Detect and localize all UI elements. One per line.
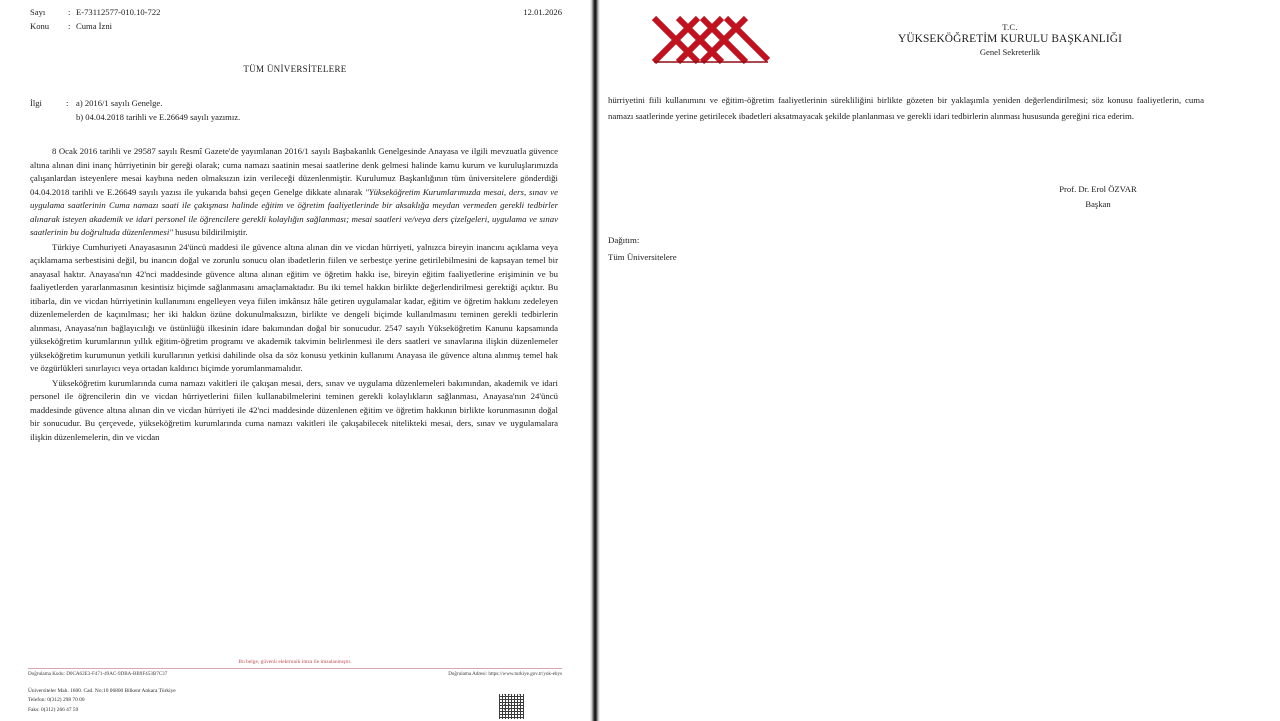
verification-address-value[interactable]: https://www.turkiye.gov.tr/yok-ebys bbox=[488, 671, 562, 677]
verification-code-label: Doğrulama Kodu: bbox=[28, 671, 65, 677]
letter-meta-header bbox=[30, 6, 562, 34]
sayi-value: E-73112577-010.10-722 bbox=[76, 7, 161, 17]
paragraph-continuation: hürriyetini fiili kullanımını ve eğitim-öğretim faaliyetlerinin sürekliliğini birlikte gözeten bir yaklaşımla yeniden değerlendirilmesi; söz konusu faaliyetlerin, cuma namazı saatlerinde yerine getirilecek ibadetleri aksatmayacak şekilde planlanması ve gerekli idari tedbirlerin alınması hususunda gereğini rica ederim. bbox=[608, 95, 1204, 121]
signatory-title: Başkan bbox=[1085, 198, 1111, 209]
sayi-label: Sayı bbox=[30, 7, 46, 17]
org-line-name: YÜKSEKÖĞRETİM KURULU BAŞKANLIĞI bbox=[898, 33, 1122, 45]
ilgi-label: İlgi bbox=[30, 98, 42, 108]
verification-code-value: D0CA62E3-F471-49AC-9DBA-BB9F453B7C37 bbox=[66, 671, 168, 677]
ilgi-row-a bbox=[30, 97, 240, 111]
org-line-unit: Genel Sekreterlik bbox=[979, 47, 1041, 57]
letterhead bbox=[600, 12, 1280, 88]
paragraph-1-lead: 8 Ocak 2016 tarihli ve 29587 sayılı Resmî Gazete'de yayımlanan 2016/1 sayılı Başbakanlık Genelgesinde Anayasa ve ilgili mevzuatla güvence altına alınan dini inanç hürriyetinin bir gereği olarak; cuma namazı saatinin mesai saatlerine denk gelmesi halinde kamu kurum ve kuruluşlarımızda çalışanlardan isteyenlere mesai kaybına neden olmaksızın izin verileceği düzenlenmiştir. Kurulumuz Başkanlığının tüm üniversitelere gönderdiği 04.04.2018 tarihli ve E.26649 sayılı yazısı ile yukarıda bahsi geçen Genelge dikkate alınarak bbox=[30, 146, 558, 197]
ilgi-colon: : bbox=[66, 98, 69, 108]
paragraph-2: Türkiye Cumhuriyeti Anayasasının 24'üncü maddesi ile güvence altına alınan din ve vicdan hürriyeti, yalnızca bireyin inancını açıklama veya açıklamama serbestisini değil, bu inancın doğal ve zorunlu sonucu olan ibadetlerin fiilen ve serbestçe yerine getirilebilmesini de kapsayan temel bir anayasal haktır. Anayasa'nın 42'nci maddesinde güvence altına alınan eğitim ve öğretim hakkı ise, bireyin eğitim faaliyetlerine erişiminin ve bu faaliyetlerden yararlanmasının kesintisiz biçimde sağlanmasını amaçlamaktadır. Bu iki temel hakkın birlikte değerlendirilmesi gerektiği açıktır. Bu itibarla, din ve vicdan hürriyetinin kullanımını engelleyen veya fiilen imkânsız hâle getiren uygulamalar kadar, eğitim ve öğretim hakkını zedeleyen düzenlemelerden de kaçınılması; her iki hakkın özüne dokunulmaksızın, birlikte ve dengeli biçimde kullanılmasını teminen gerekli tedbirlerin alınması, Anayasa'nın bağlayıcılığı ve üstünlüğü ilkesinin idare bakımından doğal bir sonucudur. 2547 sayılı Yükseköğretim Kanunu kapsamında yükseköğretim kurumlarının yıllık eğitim-öğretim programı ve akademik takvimin belirlenmesi ile ders saatleri ve sınavlarına ilişkin düzenlemeler yükseköğretim kurumunun yetkili kurullarının yetkisi dahilinde olsa da söz konusu yetkinin kullanımı Anayasa ile güvence altına alınmış temel hak ve özgürlükleri sınırlayıcı veya ortadan kaldırıcı biçimde yorumlanmamalıdır. bbox=[30, 241, 558, 374]
contact-fax: Faks: 0(312) 266 47 59 bbox=[28, 706, 79, 713]
konu-label: Konu bbox=[30, 20, 50, 31]
distribution-block bbox=[608, 232, 677, 265]
sayi-colon: : bbox=[68, 7, 71, 17]
verification-address-label: Doğrulama Adresi: bbox=[448, 671, 488, 677]
distribution-value: Tüm Üniversitelere bbox=[608, 251, 677, 262]
meta-row-sayi bbox=[30, 6, 562, 20]
recipient-heading: TÜM ÜNİVERSİTELERE bbox=[243, 64, 347, 74]
page-left bbox=[0, 0, 590, 721]
paragraph-1 bbox=[30, 145, 558, 240]
yok-logo-icon bbox=[652, 16, 770, 70]
paragraph-1-quote: "Yükseköğretim Kurumlarımızda mesai, ders, sınav ve uygulama saatlerinin Cuma namazı saati ile çakışması halinde eğitim ve öğretim faaliyetlerinde bir aksaklığa meydan vermeden gerekli tedbirler alınarak isteyen akademik ve idari personel ile öğrencilere gerekli kolaylığın sağlanması; mesai saatleri ve/veya ders çizelgeleri, uygulama ve sınav saatlerinin bu doğrultuda düzenlenmesi" bbox=[30, 186, 559, 238]
ilgi-item-a: a) 2016/1 sayılı Genelge. bbox=[76, 98, 163, 108]
meta-row-konu bbox=[30, 20, 562, 34]
verification-code bbox=[28, 671, 167, 677]
page-divider bbox=[590, 0, 600, 721]
verification-address bbox=[448, 671, 562, 677]
footer-contact-info bbox=[28, 687, 176, 715]
paragraph-3: Yükseköğretim kurumlarında cuma namazı vakitleri ile çakışan mesai, ders, sınav ve uygulama düzenlemeleri bakımından, akademik ve idari personel ile öğrencilerin din ve vicdan hürriyetlerini fiilen kullanabilmelerini teminen gerekli kolaylıkların sağlanması, Anayasa'nın 24'üncü maddesinde güvence altına alınan din ve vicdan hürriyeti ile 42'nci maddesinde düzenlenen eğitim ve öğretim hakkının birlikte korunmasının doğal bir sonucudur. Bu çerçevede, yükseköğretim kurumlarında cuma namazı vakitleri ile çakışabilecek nitelikteki mesai, ders, sınav ve uygulamalara ilişkin düzenlemelerin, din ve vicdan bbox=[30, 377, 558, 442]
paragraph-1-tail: hususu bildirilmiştir. bbox=[172, 227, 248, 238]
letter-date: 12.01.2026 bbox=[523, 7, 562, 17]
qr-code-icon bbox=[499, 694, 524, 719]
konu-value: Cuma İzni bbox=[76, 20, 113, 31]
signatory-name: Prof. Dr. Erol ÖZVAR bbox=[1059, 184, 1137, 194]
letter-body-left bbox=[30, 145, 558, 445]
footer-verification bbox=[28, 671, 562, 677]
organization-title bbox=[785, 22, 1235, 57]
konu-colon: : bbox=[68, 20, 71, 31]
org-line-tc: T.C. bbox=[1002, 22, 1018, 32]
page-right bbox=[600, 0, 1280, 721]
footer-divider bbox=[28, 668, 562, 669]
contact-phone: Telefon: 0(312) 298 70 00 bbox=[28, 697, 85, 704]
signature-block bbox=[940, 182, 1256, 212]
ilgi-item-b: b) 04.04.2018 tarihli ve E.26649 sayılı yazımız. bbox=[76, 111, 241, 122]
distribution-label: Dağıtım: bbox=[608, 235, 640, 245]
footer-esignature-note: Bu belge, güvenli elektronik imza ile imzalanmıştır. bbox=[238, 659, 352, 665]
contact-address: Üniversiteler Mah. 1600. Cad. No:10 06800 Bilkent Ankara Türkiye bbox=[28, 688, 176, 694]
letter-body-right bbox=[608, 93, 1204, 125]
ilgi-block bbox=[30, 97, 240, 125]
